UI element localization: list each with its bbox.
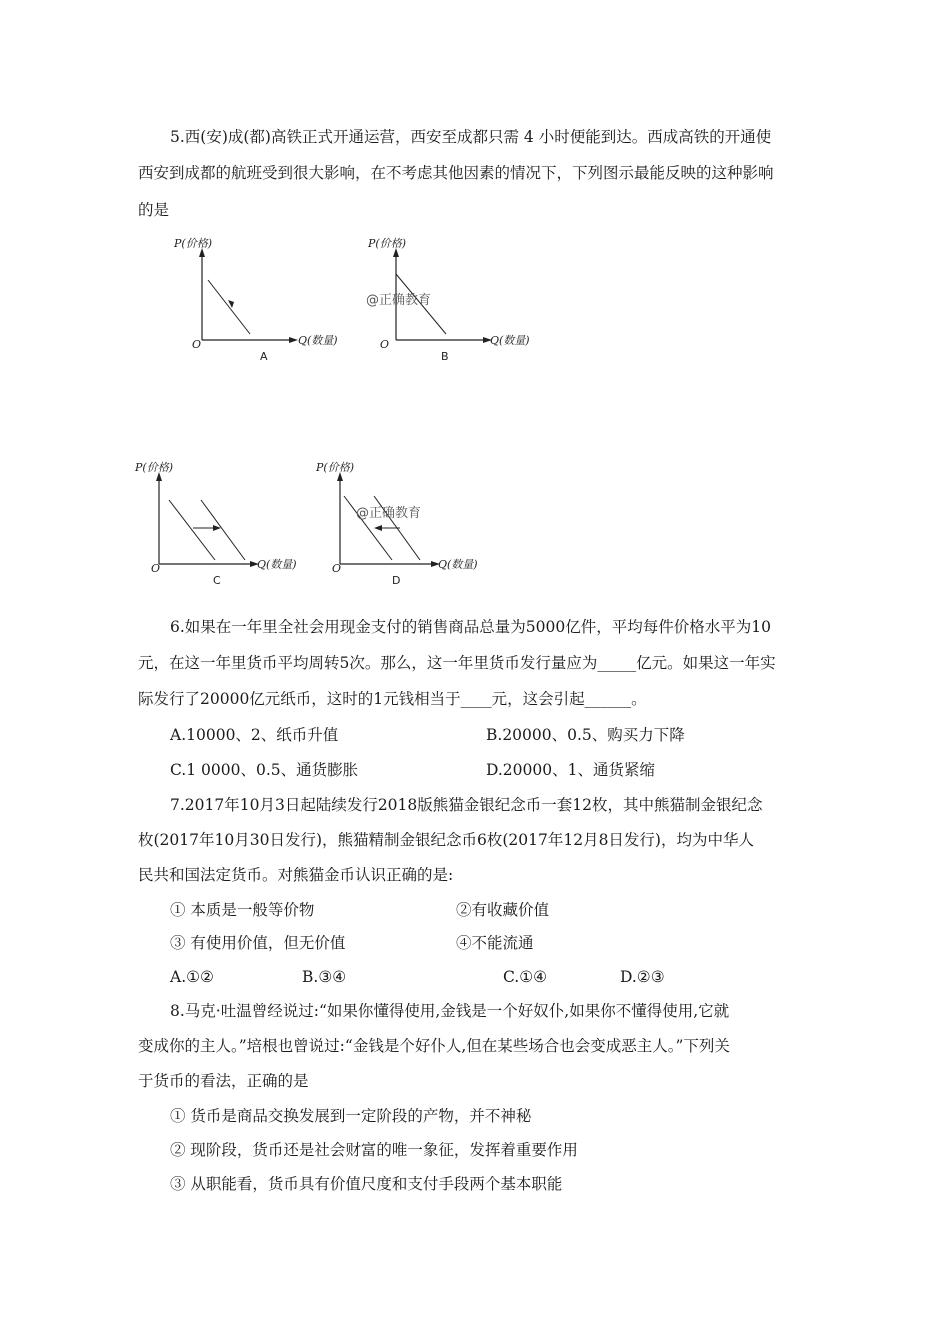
origin-label: O — [192, 338, 202, 351]
q6-line-2: 元，在这一年里货币平均周转5次。那么，这一年里货币发行量应为_____亿元。如果这一年实 — [138, 654, 776, 672]
q7-option-d: D.②③ — [620, 968, 665, 986]
graph-b — [366, 232, 546, 367]
q7-option-b: B.③④ — [302, 968, 347, 986]
q7-item-1: ① 本质是一般等价物 — [170, 901, 315, 919]
q6-option-d: D.20000、1、通货紧缩 — [486, 761, 655, 779]
watermark: @正确教育 — [366, 293, 432, 308]
q7-line-3: 民共和国法定货币。对熊猫金币认识正确的是: — [138, 866, 454, 884]
q7-item-4: ④不能流通 — [456, 934, 534, 952]
q7-option-a: A.①② — [170, 968, 214, 986]
origin-label: O — [380, 338, 390, 351]
x-axis-label: Q(数量) — [438, 558, 478, 571]
q5-line-3: 的是 — [138, 201, 170, 219]
q7-item-3: ③ 有使用价值，但无价值 — [170, 934, 346, 952]
graph-label: D — [392, 574, 401, 587]
y-axis-label: P(价格) — [135, 461, 173, 474]
q6-option-b: B.20000、0.5、购买力下降 — [486, 726, 685, 744]
q6-option-a: A.10000、2、纸币升值 — [170, 726, 339, 744]
q6-line-1: 6.如果在一年里全社会用现金支付的销售商品总量为5000亿件，平均每件价格水平为10 — [170, 618, 771, 636]
q7-option-c: C.①④ — [503, 968, 548, 986]
q7-line-2: 枚(2017年10月30日发行)，熊猫精制金银纪念币6枚(2017年12月8日发行)，均为中华人 — [138, 831, 754, 849]
q8-item-3: ③ 从职能看，货币具有价值尺度和支付手段两个基本职能 — [170, 1175, 563, 1193]
y-axis-label: P(价格) — [174, 237, 212, 250]
graph-d — [316, 456, 506, 591]
watermark: @正确教育 — [356, 506, 422, 521]
graph-c — [135, 456, 325, 591]
graph-a — [170, 232, 350, 367]
graph-label: A — [260, 350, 268, 363]
origin-label: O — [332, 562, 342, 575]
y-axis-label: P(价格) — [368, 237, 406, 250]
q5-line-2: 西安到成都的航班受到很大影响，在不考虑其他因素的情况下，下列图示最能反映的这种影响 — [138, 164, 774, 182]
q8-item-1: ① 货币是商品交换发展到一定阶段的产物，并不神秘 — [170, 1107, 532, 1125]
x-axis-label: Q(数量) — [490, 334, 530, 347]
graph-label: B — [441, 350, 449, 363]
q8-line-3: 于货币的看法，正确的是 — [138, 1072, 309, 1090]
x-axis-label: Q(数量) — [298, 334, 338, 347]
y-axis-label: P(价格) — [316, 461, 354, 474]
demand-curve — [208, 280, 250, 334]
q6-line-3: 际发行了20000亿元纸币，这时的1元钱相当于____元，这会引起______。 — [138, 690, 647, 708]
q8-line-2: 变成你的主人。”培根也曾说过:“金钱是个好仆人,但在某些场合也会变成恶主人。”下列关 — [138, 1037, 730, 1055]
q7-item-2: ②有收藏价值 — [456, 901, 550, 919]
q5-line-1: 5.西(安)成(都)高铁正式开通运营，西安至成都只需 4 小时便能到达。西成高铁的开通使 — [170, 128, 772, 146]
q8-item-2: ② 现阶段，货币还是社会财富的唯一象征，发挥着重要作用 — [170, 1141, 578, 1159]
q7-line-1: 7.2017年10月3日起陆续发行2018版熊猫金银纪念币一套12枚，其中熊猫制金银纪念 — [170, 796, 763, 814]
x-axis-label: Q(数量) — [257, 558, 297, 571]
graph-label: C — [213, 574, 221, 587]
origin-label: O — [151, 562, 161, 575]
q8-line-1: 8.马克·吐温曾经说过:“如果你懂得使用,金钱是一个好奴仆,如果你不懂得使用,它就 — [170, 1002, 730, 1020]
q6-option-c: C.1 0000、0.5、通货膨胀 — [170, 761, 359, 779]
